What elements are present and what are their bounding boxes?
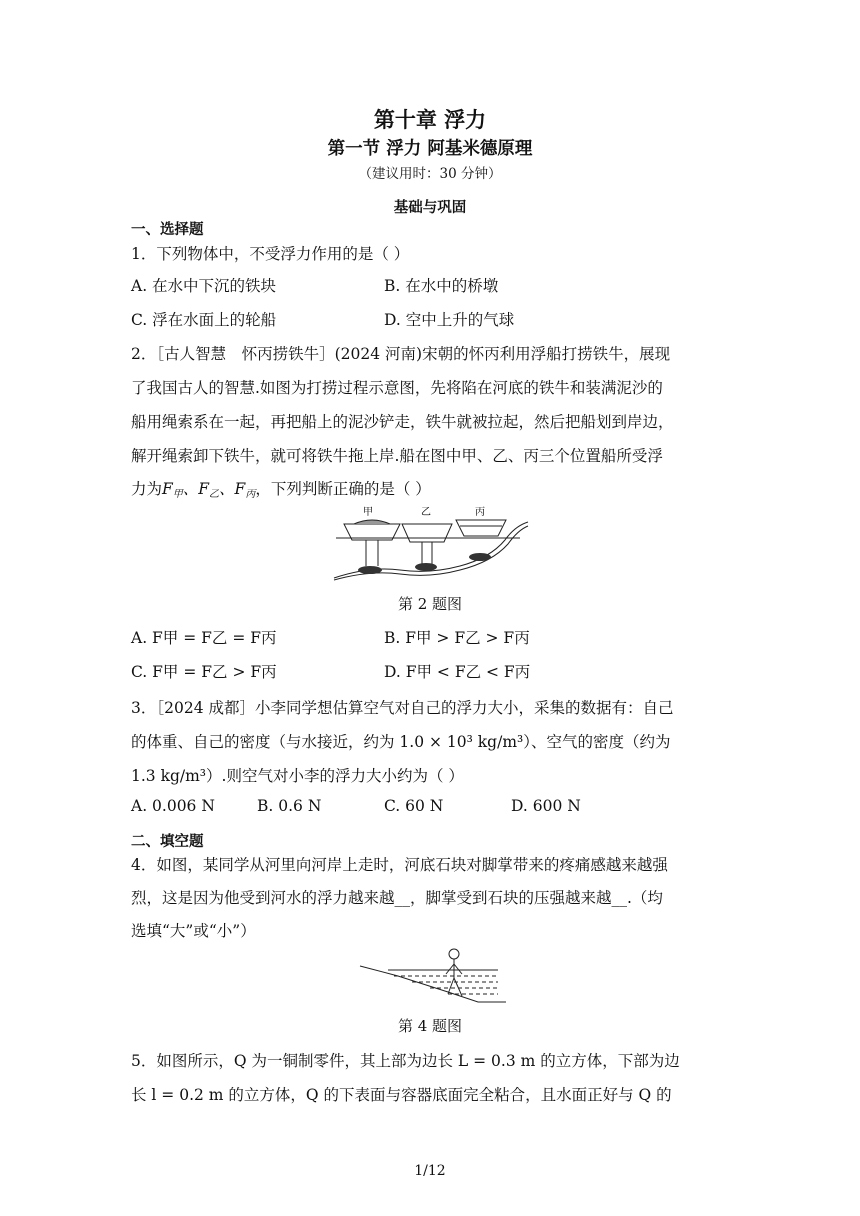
level-heading: 基础与巩固	[393, 200, 467, 216]
q4-line-1: 4．如图，某同学从河里向河岸上走时，河底石块对脚掌带来的疼痛感越来越强	[131, 856, 668, 874]
q3-option-a: A. 0.006 N	[131, 797, 215, 815]
section-title: 第一节 浮力 阿基米德原理	[327, 139, 533, 159]
boat-yi	[402, 524, 452, 542]
q2-line-1: 2．［古人智慧 怀丙捞铁牛］(2024 河南)宋朝的怀丙利用浮船打捞铁牛，展现	[131, 345, 671, 363]
person-arm-left	[446, 964, 454, 974]
suggested-time: （建议用时：30 分钟）	[358, 166, 502, 182]
force-symbols: $F_甲$、$F_乙$、$F_丙$	[162, 480, 256, 500]
q3-option-b: B. 0.6 N	[257, 797, 322, 815]
person-head	[449, 949, 459, 959]
q5-line-1: 5．如图所示，Q 为一铜制零件，其上部为边长 L = 0.3 m 的立方体，下部为边	[131, 1052, 680, 1070]
q4-line-2: 烈，这是因为他受到河水的浮力越来越__，脚掌受到石块的压强越来越__.（均	[131, 889, 663, 907]
q3-option-d: D. 600 N	[511, 797, 581, 815]
q2-line-2: 了我国古人的智慧.如图为打捞过程示意图，先将陷在河底的铁牛和装满泥沙的	[131, 379, 663, 397]
q2-line-4: 解开绳索卸下铁牛，就可将铁牛拖上岸.船在图中甲、乙、丙三个位置船所受浮	[131, 447, 663, 465]
q1-option-c: C. 浮在水面上的轮船	[131, 311, 277, 329]
part2-heading: 二、填空题	[131, 834, 204, 850]
iron-ox-yi	[415, 563, 437, 571]
q2-line-3: 船用绳索系在一起，再把船上的泥沙铲走，铁牛就被拉起，然后把船划到岸边，	[131, 413, 674, 431]
q3-line-3: 1.3 kg/m³）.则空气对小李的浮力大小约为（ ）	[131, 767, 464, 785]
label-yi: 乙	[421, 507, 431, 518]
q2-line-5-pre: 力为	[131, 480, 163, 498]
q3-line-1: 3．［2024 成都］小李同学想估算空气对自己的浮力大小，采集的数据有：自己	[131, 699, 674, 717]
person-arm-right	[454, 964, 462, 974]
label-bing: 丙	[475, 507, 485, 518]
river-bank	[360, 966, 506, 1002]
q2-line-5-post: ，下列判断正确的是（ ）	[255, 480, 431, 498]
sand-pile	[354, 520, 390, 524]
q1-option-d: D. 空中上升的气球	[384, 311, 515, 329]
person-leg-right	[454, 978, 462, 996]
q5-line-2: 长 l = 0.2 m 的立方体，Q 的下表面与容器底面完全粘合，且水面正好与 Q 的	[131, 1086, 672, 1104]
q4-line-3: 选填“大”或“小”）	[131, 922, 256, 940]
q1-stem: 1．下列物体中，不受浮力作用的是（ ）	[131, 245, 410, 263]
q1-option-b: B. 在水中的桥墩	[384, 277, 499, 295]
person-leg-left	[448, 978, 454, 994]
iron-ox-bing	[469, 553, 491, 561]
part1-heading: 一、选择题	[131, 222, 204, 238]
q2-figure	[330, 504, 530, 584]
q2-option-b: B. F甲 > F乙 > F丙	[384, 629, 530, 647]
label-jia: 甲	[363, 507, 373, 518]
q1-option-a: A. 在水中下沉的铁块	[131, 277, 277, 295]
q2-caption: 第 2 题图	[397, 595, 463, 613]
iron-ox-jia	[358, 566, 382, 574]
q2-option-c: C. F甲 = F乙 > F丙	[131, 663, 277, 681]
q4-caption: 第 4 题图	[397, 1017, 463, 1035]
q2-option-a: A. F甲 = F乙 = F丙	[131, 629, 277, 647]
page-number: 1/12	[414, 1163, 446, 1179]
q2-option-d: D. F甲 < F乙 < F丙	[384, 663, 531, 681]
q3-line-2: 的体重、自己的密度（与水接近，约为 1.0 × 10³ kg/m³）、空气的密度（约为	[131, 733, 671, 751]
chapter-title: 第十章 浮力	[373, 108, 487, 132]
boat-bing	[456, 520, 506, 536]
q2-line-5	[131, 477, 431, 500]
q4-figure	[358, 946, 508, 1006]
q3-option-c: C. 60 N	[384, 797, 444, 815]
